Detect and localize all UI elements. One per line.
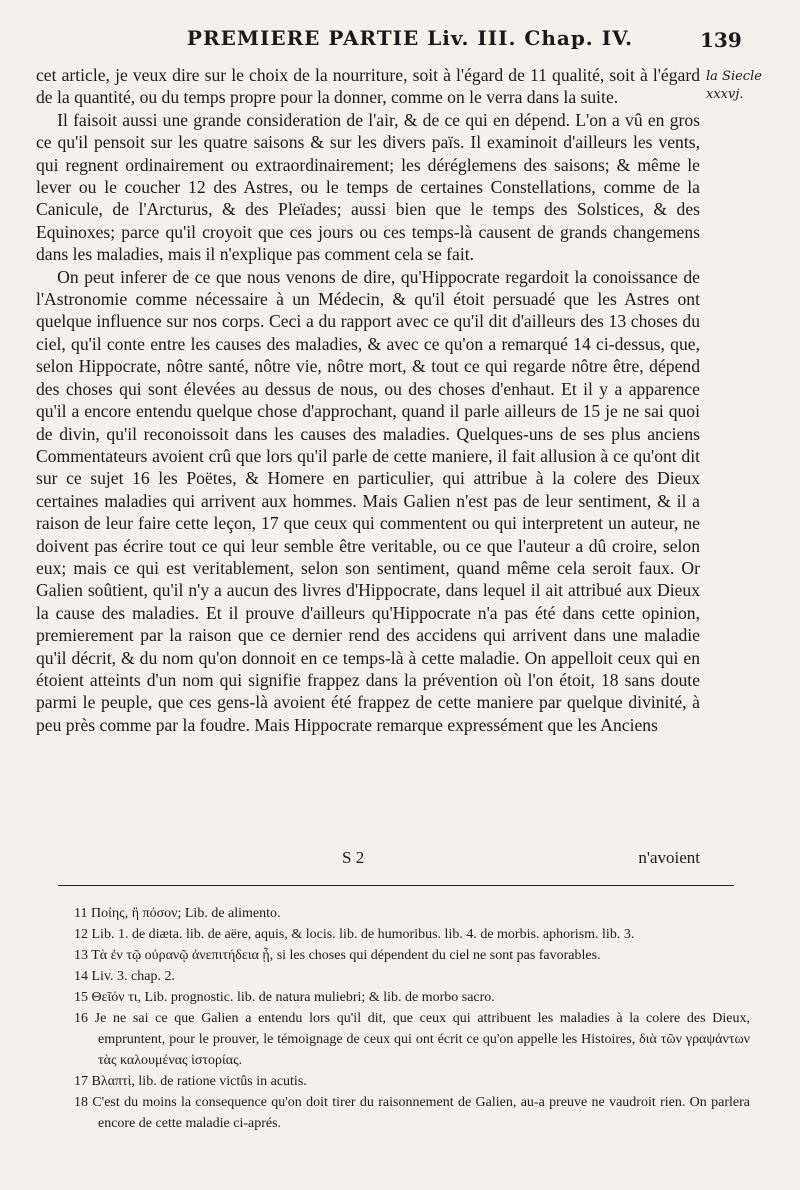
catchword: n'avoient <box>638 848 700 867</box>
margin-note-line-1: la Siecle <box>706 69 762 84</box>
paragraph-1: cet article, je veux dire sur le choix de la nourriture, soit à l'égard de 11 qualité, soit à l'égard de la quantité, ou du temps propre pour la donner, comme on le verra dans la suite. <box>36 65 700 108</box>
footnote-15: 15 Θεῖόν τι, Lib. prognostic. lib. de natura muliebri; & lib. de morbo sacro. <box>74 990 495 1005</box>
footnote-18: 18 C'est du moins la consequence qu'on doit tirer du raisonnement de Galien, au-a preuve ne vaudroit rien. On parlera encore de cette maladie ci-aprés. <box>74 1095 750 1131</box>
footnotes <box>74 903 750 1134</box>
page-number: 139 <box>700 28 742 52</box>
footnote-13: 13 Τὰ ἐν τῷ οὐρανῷ ἀνεπιτήδεια ᾖ, si les choses qui dépendent du ciel ne sont pas favorables. <box>74 948 601 963</box>
footnote-14: 14 Liv. 3. chap. 2. <box>74 969 175 984</box>
signature-mark: S 2 <box>342 848 365 867</box>
footnote-17: 17 Βλαπτὶ, lib. de ratione victûs in acutis. <box>74 1074 307 1089</box>
footnote-16: 16 Je ne sai ce que Galien a entendu lors qu'il dit, que ceux qui attribuent les maladies à la colere des Dieux, empruntent, pour le prouver, le témoignage de ceux qui ont écrit ce qu'on appelle les Histoires, διὰ τῶν γραψάντων τὰς καλουμένας ἱστορίας. <box>74 1011 750 1068</box>
margin-note-line-2: xxxvj. <box>706 87 744 102</box>
footnote-rule <box>58 885 734 886</box>
margin-note <box>706 68 762 104</box>
main-text <box>36 64 700 736</box>
paragraph-3: On peut inferer de ce que nous venons de dire, qu'Hippocrate regardoit la conoissance de l'Astronomie comme nécessaire à un Médecin, & qu'il étoit persuadé que les Astres ont quelque influence sur nos corps. Ceci a du rapport avec ce qu'il dit d'ailleurs des 13 choses du ciel, qu'il conte entre les causes des maladies, & avec ce qu'on a remarqué 14 ci-dessus, que, selon Hippocrate, nôtre santé, nôtre vie, nôtre mort, & tout ce qui regarde nôtre être, dépend des choses qui sont élevées au dessus de nous, ou des choses d'enhaut. Et il y a apparence qu'il a encore entendu quelque chose d'approchant, quand il parle ailleurs de 15 je ne sai quoi de divin, qu'il reconoissoit dans les causes des maladies. Quelques-uns de ses plus anciens Commentateurs avoient crû que lors qu'il parle de cette maniere, il fait allusion à ce qu'ont dit sur ce sujet 16 les Poëtes, & Homere en particulier, qui attribue à la colere des Dieux certaines maladies qui arrivent aux hommes. Mais Galien n'est pas de leur sentiment, & il a raison de leur faire cette leçon, 17 que ceux qui commentent ou qui interpretent un auteur, ne doivent pas écrire tout ce qui leur semble être veritable, ou ce que l'auteur a dû croire, selon eux; mais ce qui est veritablement, selon son sentiment, quand même cela seroit faux. Or Galien soûtient, qu'il n'y a aucun des livres d'Hippocrate, dans lequel il ait attribué aux Dieux la cause des maladies. Et il prouve d'ailleurs qu'Hippocrate n'a pas été dans cette opinion, premierement par la raison que ce dernier rend des accidens qui arrivent dans une maladie qu'il décrit, & du nom qu'on donnoit en ce temps-là à cette maladie. On appelloit ceux qui en étoient atteints d'un nom qui signifie frappez dans la prévention où l'on étoit, 18 sans doute parmi le peuple, que ces gens-là avoient été frappez de cette maniere par quelque divinité, à peu près comme par la foudre. Mais Hippocrate remarque expressément que les Anciens <box>36 266 700 735</box>
paragraph-2: Il faisoit aussi une grande consideration de l'air, & de ce qui en dépend. L'on a vû en gros ce qu'il pensoit sur les quatre saisons & sur les divers païs. Il examinoit d'ailleurs les vents, qui regnent ordinairement ou extraordinairement; les déréglemens des saisons; & même le lever ou le coucher 12 des Astres, ou le temps de certaines Constellations, comme de la Canicule, de l'Arcturus, & des Pleïades; aussi bien que le temps des Solstices, & des Equinoxes; parce qu'il croyoit que ces jours ou ces temps-là causent de grands changemens dans les maladies, mais il n'explique pas comment cela se fait. <box>36 109 700 265</box>
footnote-12: 12 Lib. 1. de diæta. lib. de aëre, aquis, & locis. lib. de humoribus. lib. 4. de morbis. aphorism. lib. 3. <box>74 927 635 942</box>
running-header: PREMIERE PARTIE Liv. III. Chap. IV. <box>186 26 634 50</box>
footnote-11: 11 Ποίης, ἢ πόσον; Lib. de alimento. <box>74 906 281 921</box>
